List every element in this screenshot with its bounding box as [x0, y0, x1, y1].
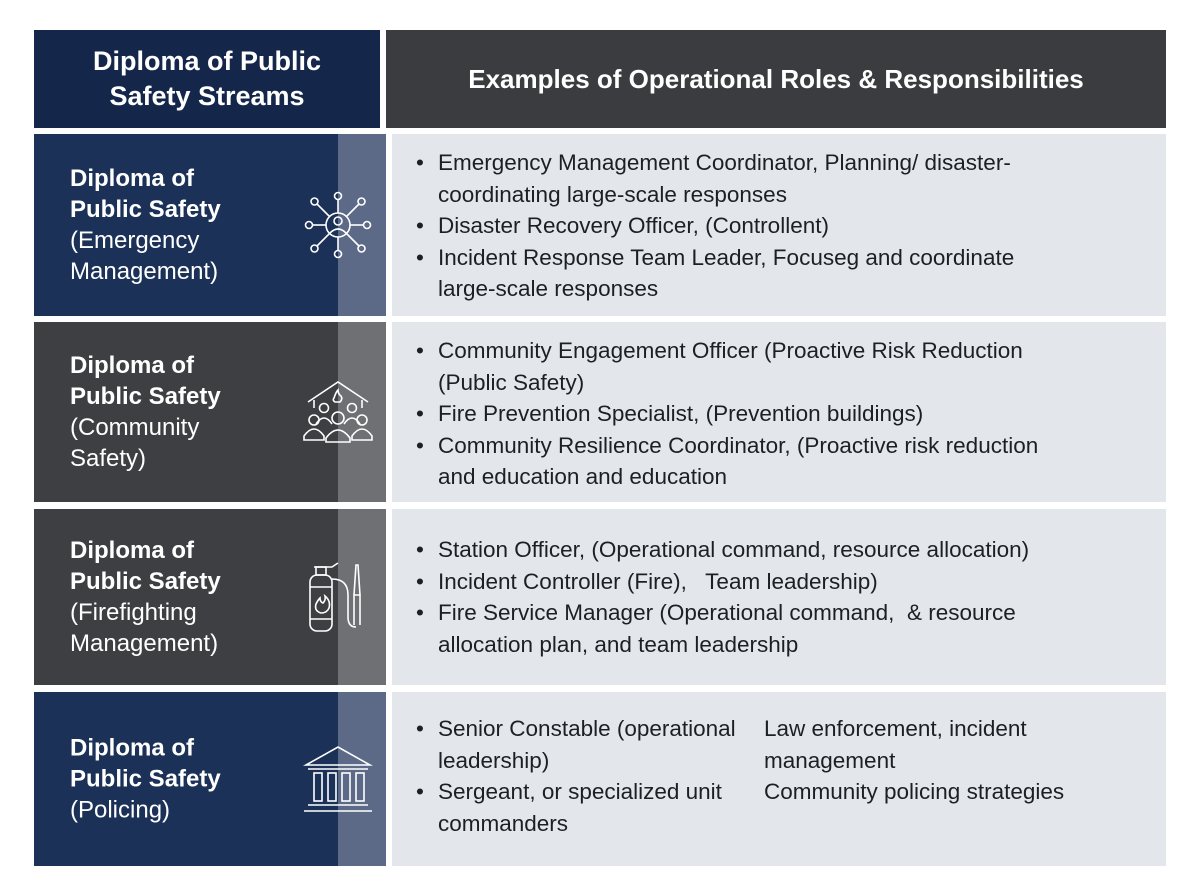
- streams-header-line2: Safety Streams: [109, 81, 305, 111]
- stream-title-line2: Public Safety: [70, 383, 221, 410]
- roles-policing: [392, 692, 1166, 866]
- stream-subtitle-line2: Safety): [70, 445, 147, 472]
- stream-title-line1: Diploma of: [70, 165, 194, 192]
- role-text: • Incident Controller (Fire), Team leadership): [438, 568, 878, 594]
- stream-title-line2: Public Safety: [70, 196, 221, 223]
- role-text: large-scale responses: [438, 276, 659, 301]
- list-item: [414, 210, 1142, 242]
- list-item: [414, 398, 1142, 430]
- stream-subtitle-line1: (Community: [70, 414, 200, 441]
- roles-list-left: [414, 713, 764, 839]
- stream-community-safety: [34, 322, 386, 502]
- role-text: • Station Officer, (Operational command, resource allocation): [438, 537, 1030, 562]
- role-text: (Public Safety): [438, 369, 585, 395]
- courthouse-icon: [300, 741, 376, 817]
- role-text: • Community Resilience Coordinator, (Proactive risk reduction: [438, 432, 1039, 458]
- role-text: • Senior Constable (operational: [438, 716, 736, 741]
- roles-emergency-management: [392, 134, 1166, 316]
- role-text: and education and education: [438, 464, 727, 489]
- roles-list: [414, 335, 1142, 493]
- stream-subtitle-line2: Management): [70, 258, 219, 285]
- stream-name: [70, 163, 290, 287]
- stream-subtitle-line1: (Firefighting: [70, 599, 197, 626]
- stream-title-line2: Public Safety: [70, 568, 221, 595]
- stream-name: [70, 350, 290, 474]
- role-text: allocation plan, and team leadership: [438, 631, 799, 657]
- role-text: Community policing strategies: [764, 779, 1065, 804]
- stream-title-line1: Diploma of: [70, 352, 194, 379]
- list-item: [414, 597, 1142, 660]
- role-text: • Emergency Management Coordinator, Planning/ disaster-: [438, 150, 1011, 175]
- role-text: • Fire Service Manager (Operational command, & resource: [438, 600, 1016, 625]
- role-text: management: [764, 747, 896, 773]
- stream-emergency-management: [34, 134, 386, 316]
- stream-title-line1: Diploma of: [70, 537, 194, 564]
- roles-two-columns: [414, 713, 1142, 839]
- roles-column-header: Examples of Operational Roles & Responsibilities: [386, 30, 1166, 128]
- stream-name: [70, 733, 290, 826]
- role-text: • Community Engagement Officer (Proactive Risk Reduction: [438, 338, 1023, 363]
- list-item: [414, 566, 1142, 598]
- role-text: Law enforcement, incident: [764, 716, 1027, 741]
- fire-extinguisher-icon: [300, 559, 376, 635]
- role-text: • Sergeant, or specialized unit: [438, 779, 722, 804]
- roles-community-safety: [392, 322, 1166, 502]
- stream-title-line2: Public Safety: [70, 765, 221, 793]
- roles-list: [414, 147, 1142, 305]
- stream-name: [70, 535, 290, 659]
- stream-title-line1: Diploma of: [70, 734, 194, 762]
- roles-firefighting-management: [392, 509, 1166, 685]
- list-item: [414, 430, 1142, 493]
- community-house-icon: [300, 374, 376, 450]
- role-detail: [764, 776, 1124, 808]
- role-detail: [764, 713, 1124, 776]
- list-item: [414, 147, 1142, 210]
- streams-column-header: [34, 30, 380, 128]
- roles-list-right: [764, 713, 1124, 839]
- list-item: [414, 242, 1142, 305]
- stream-subtitle-line2: Management): [70, 630, 219, 657]
- stream-policing: [34, 692, 386, 866]
- list-item: [414, 776, 764, 839]
- network-people-icon: [300, 187, 376, 263]
- role-text: leadership): [438, 747, 550, 773]
- list-item: [414, 335, 1142, 398]
- roles-list: [414, 534, 1142, 660]
- role-text: • Incident Response Team Leader, Focuseg and coordinate: [438, 244, 1015, 270]
- stream-subtitle-line1: (Emergency: [70, 227, 200, 254]
- role-text: • Disaster Recovery Officer, (Controllent): [438, 213, 829, 238]
- streams-header-line1: Diploma of Public: [92, 46, 321, 76]
- role-text: • Fire Prevention Specialist, (Prevention buildings): [438, 401, 924, 426]
- list-item: [414, 534, 1142, 566]
- stream-firefighting-management: [34, 509, 386, 685]
- role-text: coordinating large-scale responses: [438, 181, 787, 207]
- list-item: [414, 713, 764, 776]
- role-text: commanders: [438, 810, 569, 836]
- stream-subtitle-line1: (Policing): [70, 796, 171, 824]
